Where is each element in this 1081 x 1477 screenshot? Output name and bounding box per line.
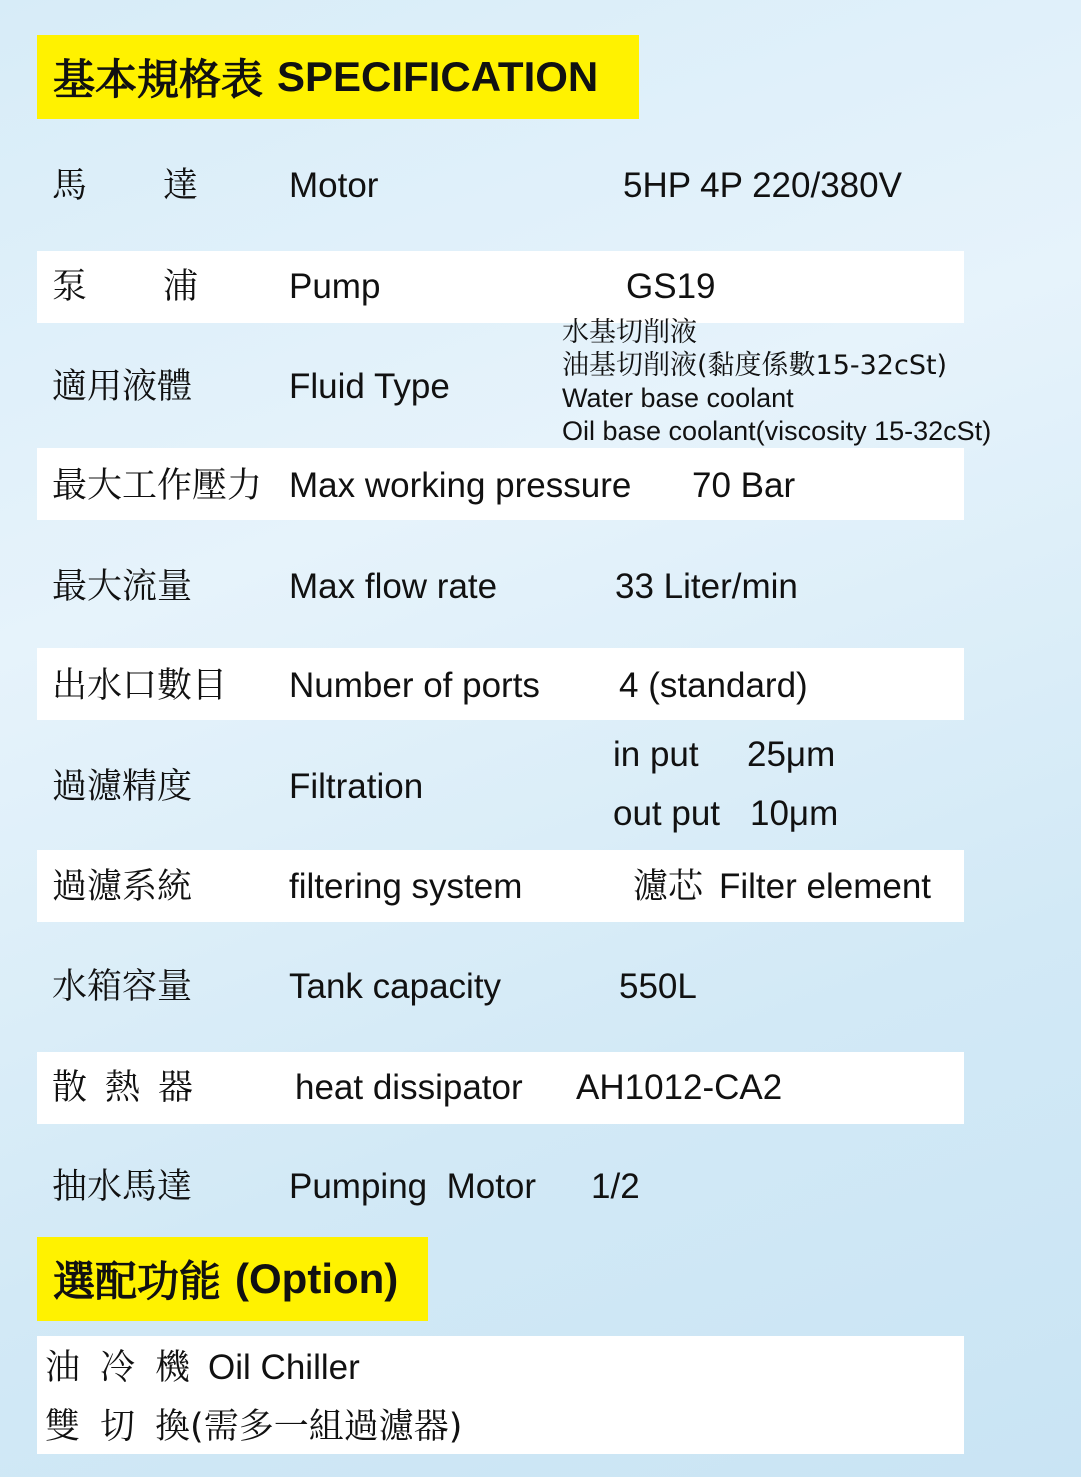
row-value: Filter element bbox=[719, 867, 932, 906]
row-label-zh: 最大流量 bbox=[52, 567, 193, 607]
row-label-en: Number of ports bbox=[289, 666, 540, 705]
row-value: 550L bbox=[619, 967, 697, 1006]
row-value: 70 Bar bbox=[692, 466, 796, 505]
row-label-en: Pumping Motor bbox=[289, 1167, 537, 1206]
row-label-zh: 散 熱 器 bbox=[52, 1068, 194, 1108]
row-value: 1/2 bbox=[591, 1167, 640, 1206]
row-label-en: Pump bbox=[289, 267, 381, 306]
option-header bbox=[37, 1237, 428, 1321]
row-label-en: Fluid Type bbox=[289, 367, 450, 406]
row-label-zh: 泵 浦 bbox=[52, 267, 199, 307]
fluid-line-1: 水基切削液 bbox=[562, 317, 697, 348]
filtration-output-value: 10μm bbox=[750, 794, 839, 833]
row-value: GS19 bbox=[626, 267, 716, 306]
spec-header-en: SPECIFICATION bbox=[277, 53, 599, 100]
row-label-zh: 馬 達 bbox=[52, 166, 199, 206]
filtration-output-label: out put bbox=[613, 794, 721, 833]
option-header-en: (Option) bbox=[235, 1255, 399, 1302]
row-label-zh: 過濾精度 bbox=[52, 767, 193, 807]
spec-header-zh: 基本規格表 bbox=[53, 55, 264, 104]
row-label-en: Motor bbox=[289, 166, 379, 205]
row-value: 33 Liter/min bbox=[615, 567, 798, 606]
row-value: 5HP 4P 220/380V bbox=[623, 166, 902, 205]
row-label-zh: 抽水馬達 bbox=[52, 1167, 193, 1207]
row-label-en: Filtration bbox=[289, 767, 424, 806]
row-label-en: Tank capacity bbox=[289, 967, 502, 1006]
row-label-en: Max working pressure bbox=[289, 466, 632, 505]
fluid-line-3: Water base coolant bbox=[562, 383, 794, 413]
row-label-en: Max flow rate bbox=[289, 567, 498, 606]
row-label-zh: 水箱容量 bbox=[52, 967, 193, 1007]
row-label-zh: 適用液體 bbox=[52, 367, 193, 407]
row-value: AH1012-CA2 bbox=[576, 1068, 783, 1107]
option-header-zh: 選配功能 bbox=[53, 1257, 222, 1306]
row-label-zh: 過濾系統 bbox=[52, 867, 193, 907]
row-label-en: heat dissipator bbox=[295, 1068, 523, 1107]
row-value-zh: 濾芯 bbox=[633, 867, 704, 907]
fluid-line-4: Oil base coolant(viscosity 15-32cSt) bbox=[562, 416, 992, 446]
fluid-line-2: 油基切削液(黏度係數15-32cSt) bbox=[562, 350, 948, 381]
row-label-zh: 出水口數目 bbox=[52, 666, 228, 706]
row-value: 4 (standard) bbox=[619, 666, 808, 705]
row-label-zh: 最大工作壓力 bbox=[52, 466, 263, 506]
filtration-input-value: 25μm bbox=[747, 735, 836, 774]
filtration-input-label: in put bbox=[613, 735, 699, 774]
row-label-en: filtering system bbox=[289, 867, 523, 906]
spec-header bbox=[37, 35, 639, 119]
